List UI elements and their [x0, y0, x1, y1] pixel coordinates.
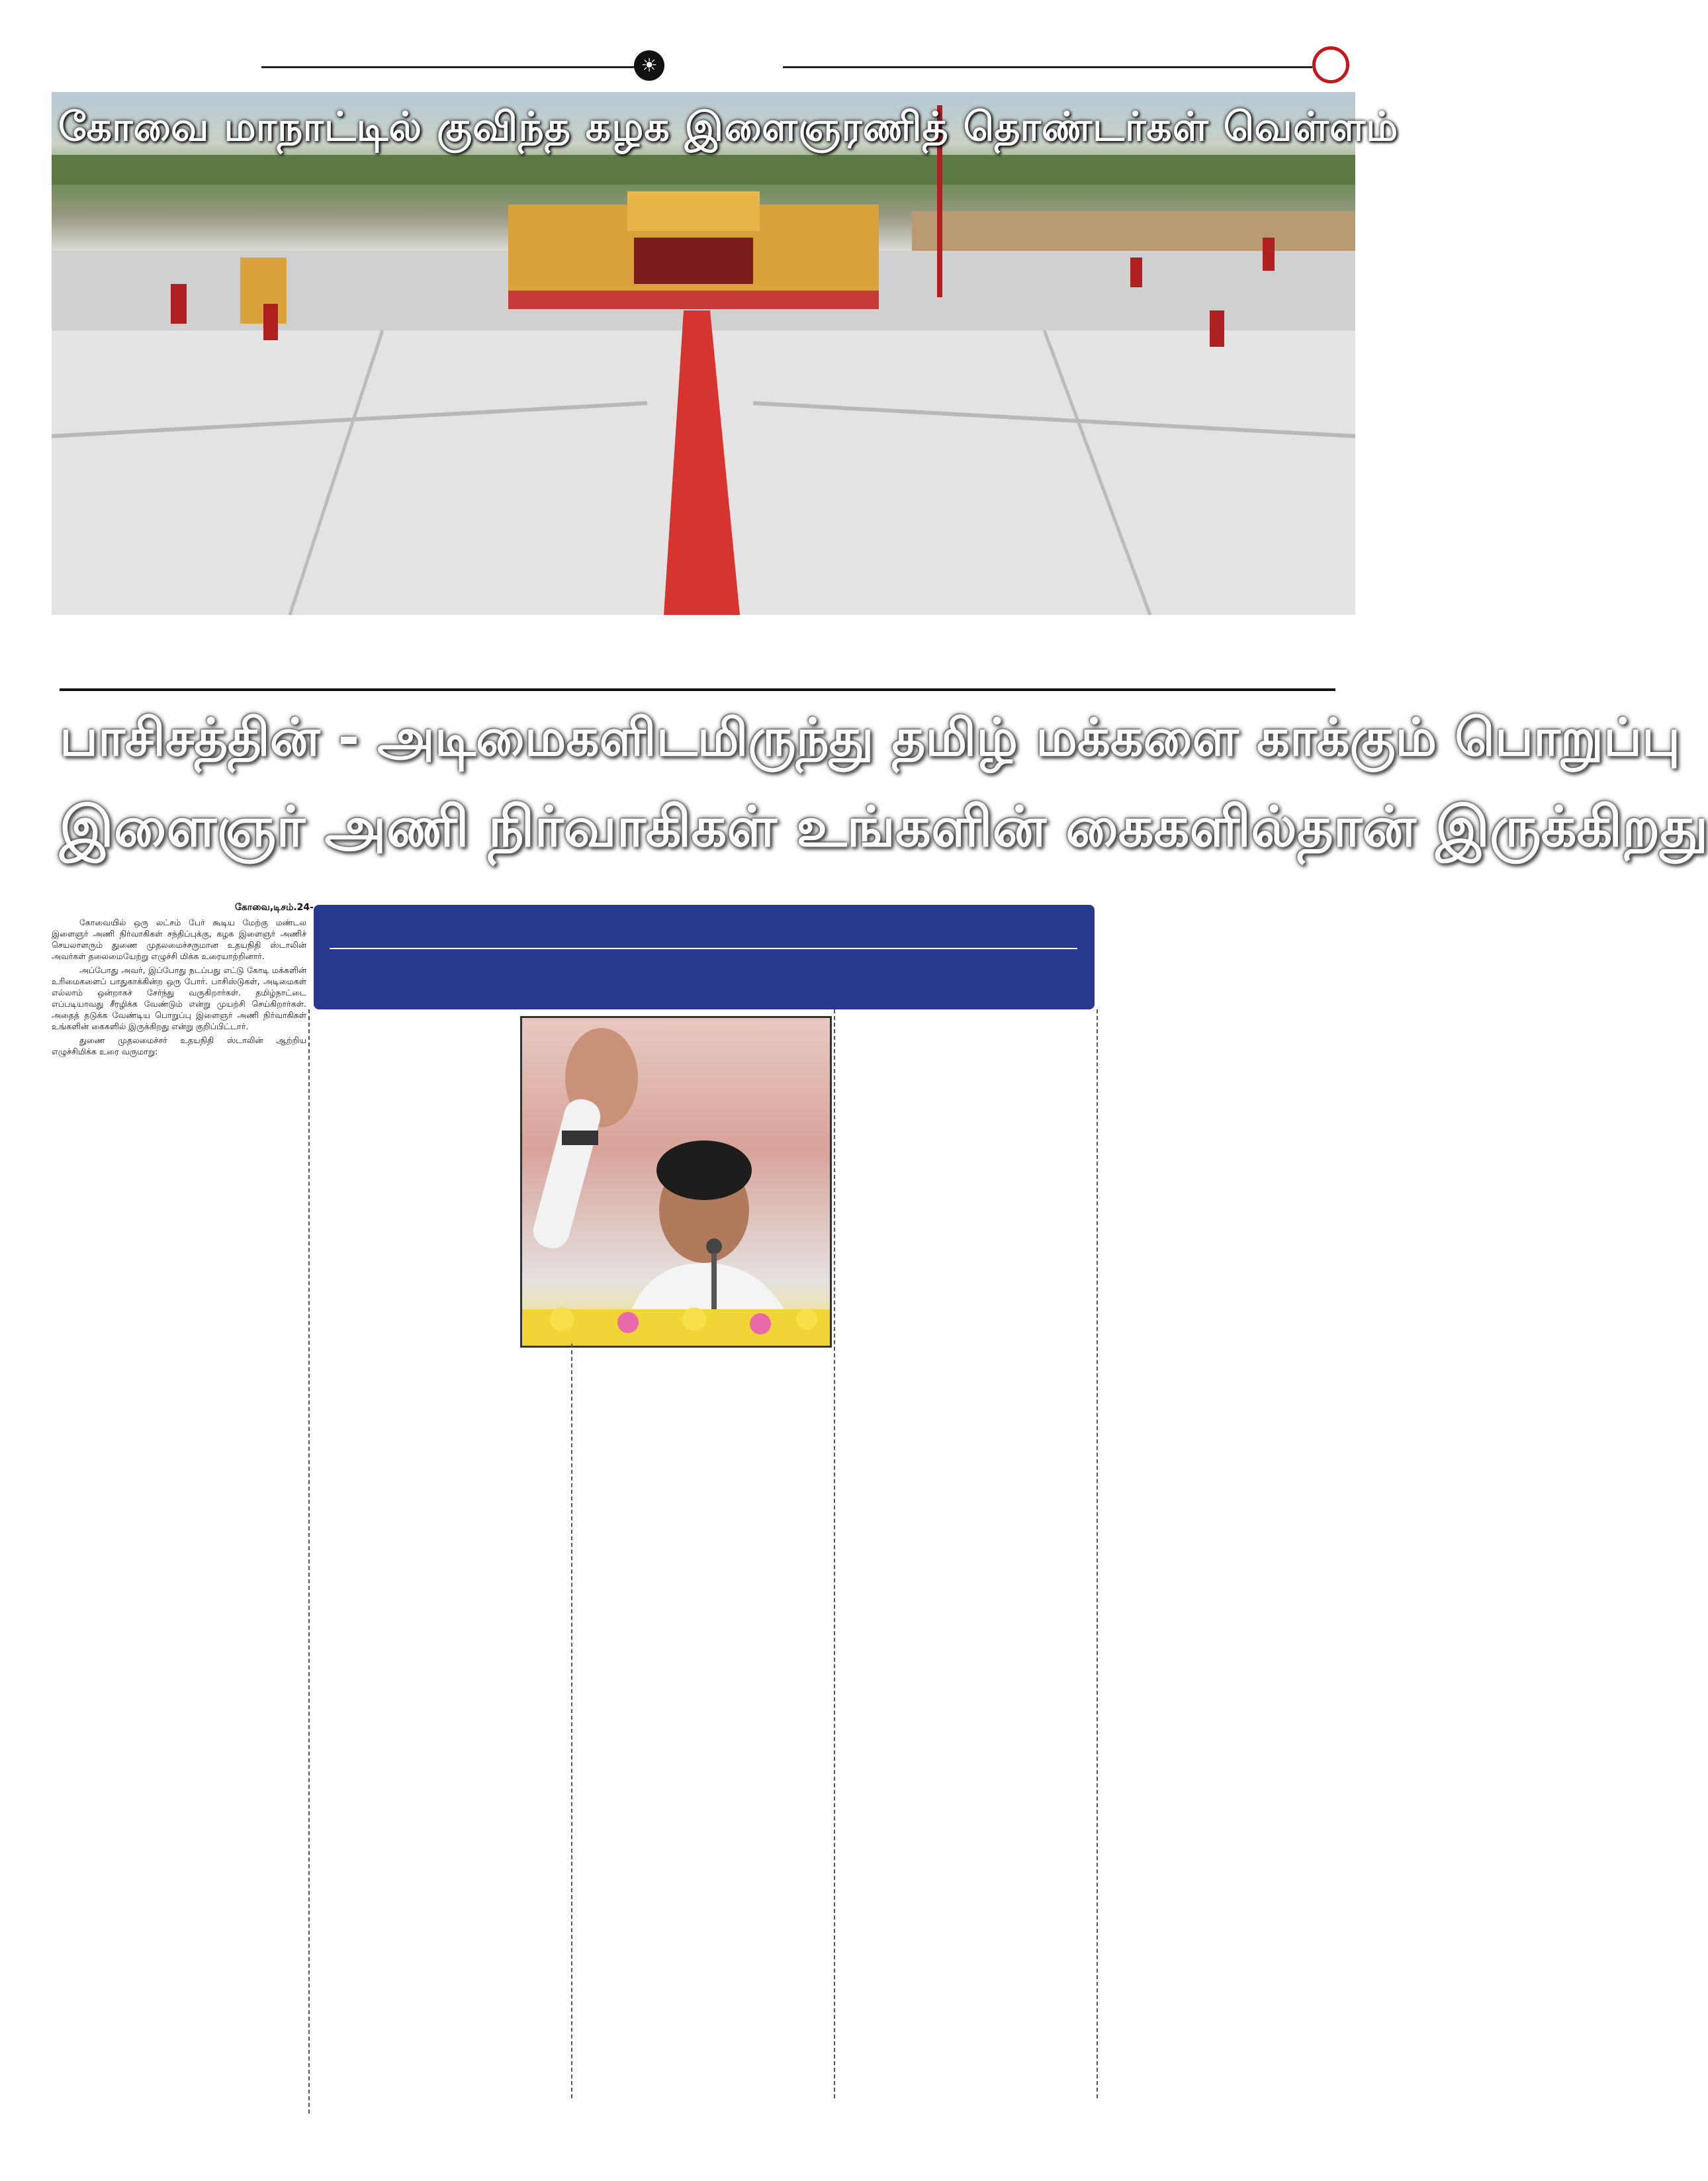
portrait-illustration [522, 1018, 830, 1346]
section-rule [60, 688, 1335, 691]
masthead-rule-right [783, 66, 1312, 68]
highlight-box-rule [330, 948, 1077, 949]
photo-caption: கோவை மாநாட்டில் குவிந்த கழக இளைஞரணித் தொண்டர்கள் வெள்ளம் [58, 104, 1399, 150]
column-divider [1097, 1009, 1098, 2098]
rally-crowd-photo [52, 92, 1399, 615]
rally-photo-illustration [52, 92, 1399, 615]
headline-line-2: இளைஞர் அணி நிர்வாகிகள் உங்களின் கைகளில்தான் இருக்கிறது [60, 794, 1708, 859]
column-divider [308, 1009, 310, 2113]
article-paragraph: கோவையில் ஒரு லட்சம் பேர் கூடிய மேற்கு மண்டல இளைஞர் அணி நிர்வாகிகள் சந்திப்புக்கு, கழக இளைஞர் அணிச் செயலாளரும் துணை முதலமைச்சருமான உதயநிதி ஸ்டாலின் அவர்கள் தலைமையேற்று எழுச்சி மிக்க உரையாற்றினார். [52, 917, 306, 961]
article-body [52, 917, 306, 1060]
article-paragraph: அப்போது அவர், இப்போது நடப்பது எட்டு கோடி மக்களின் உரிமைகளைப் பாதுகாக்கின்ற ஒரு போர். பாசிஸ்டுகள், அடிமைகள் எல்லாம் ஒன்றாகச் சேர்ந்து வருகிறார்கள். தமிழ்நாட்டை எப்படியாவது சீரழிக்க வேண்டும் என்று முயற்சி செய்கிறார்கள். அதைத் தடுக்க வேண்டிய பொறுப்பு இளைஞர் அணி நிர்வாகிகள் உங்களின் கைகளில் இருக்கிறது என்று குறிப்பிட்டார். [52, 965, 306, 1031]
dateline: கோவை,டிசம்.24- [235, 902, 314, 913]
party-emblem-icon: ☀ [634, 50, 664, 81]
speaker-portrait-photo [520, 1016, 832, 1348]
article-paragraph: துணை முதலமைச்சர் உதயநிதி ஸ்டாலின் ஆற்றிய எழுச்சிமிக்க உரை வருமாறு: [52, 1035, 306, 1056]
page-number-circle [1312, 46, 1349, 83]
masthead-rule-left [261, 66, 639, 68]
headline-line-1: பாசிசத்தின் - அடிமைகளிடமிருந்து தமிழ் மக்களை காக்கும் பொறுப்பு [60, 708, 1681, 768]
highlight-box [314, 905, 1095, 1009]
column-divider [571, 1344, 572, 2098]
column-divider [834, 1009, 835, 2098]
